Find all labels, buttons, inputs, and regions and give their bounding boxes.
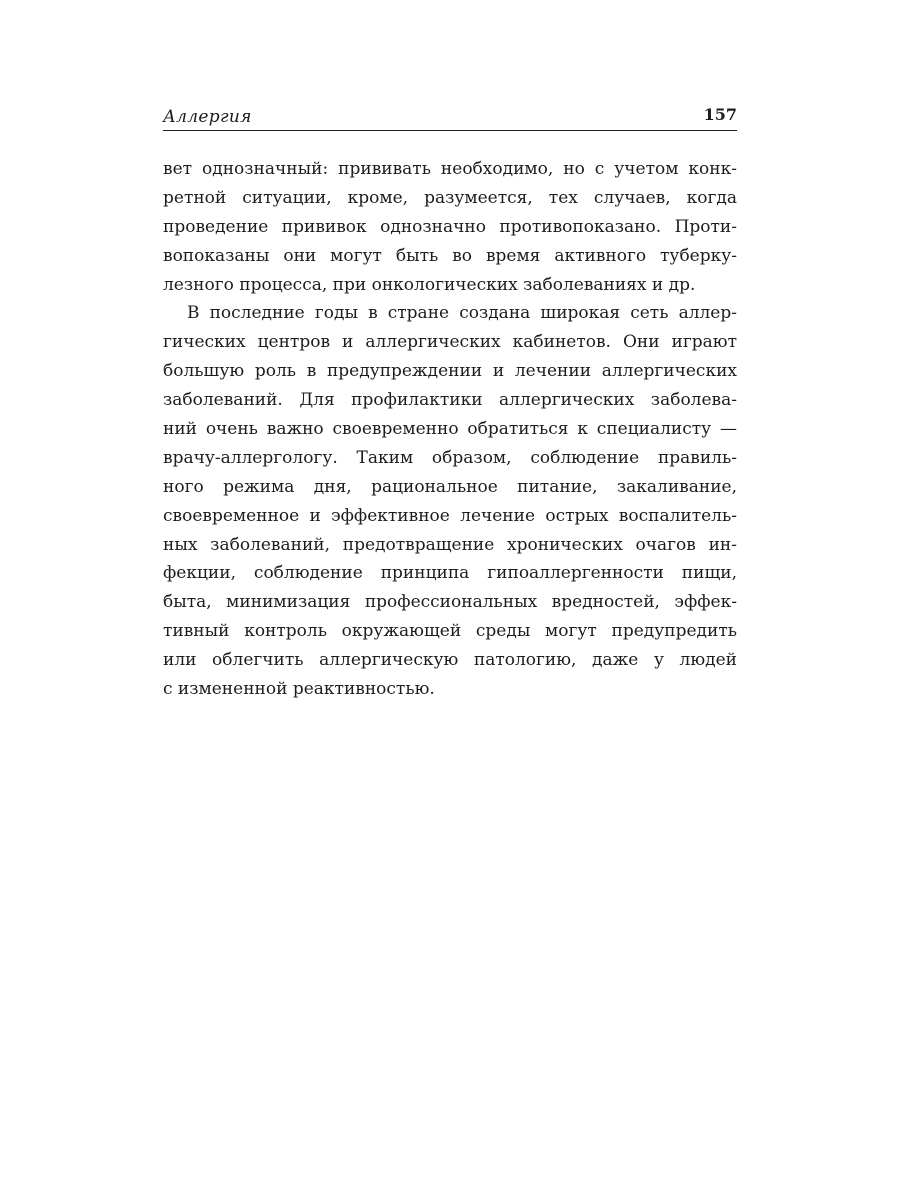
- text-line: вопоказаны они могут быть во время активного туберку-: [163, 245, 737, 266]
- page-number: 157: [703, 105, 737, 124]
- text-line: В последние годы в стране создана широкая сеть аллер-: [187, 303, 737, 324]
- text-line: ного режима дня, рациональное питание, закаливание,: [163, 476, 737, 497]
- text-line: фекции, соблюдение принципа гипоаллергенности пищи,: [163, 563, 737, 584]
- text-line: проведение прививок однозначно противопоказано. Проти-: [163, 216, 737, 237]
- text-line: ний очень важно своевременно обратиться к специалисту —: [163, 419, 737, 440]
- running-header: [163, 104, 737, 131]
- paragraph: [163, 299, 737, 703]
- text-line: с измененной реактивностью.: [163, 679, 435, 700]
- text-line: быта, минимизация профессиональных вредностей, эффек-: [163, 592, 737, 613]
- text-line: вет однозначный: прививать необходимо, но с учетом конк-: [163, 159, 737, 179]
- text-line: лезного процесса, при онкологических заболеваниях и др.: [163, 274, 696, 295]
- section-title: Аллергия: [163, 107, 252, 127]
- text-line: тивный контроль окружающей среды могут предупредить: [163, 621, 737, 642]
- text-line: ных заболеваний, предотвращение хронических очагов ин-: [163, 534, 737, 555]
- text-line: гических центров и аллергических кабинетов. Они играют: [163, 332, 737, 353]
- text-line: своевременное и эффективное лечение острых воспалитель-: [163, 505, 737, 526]
- text-line: заболеваний. Для профилактики аллергических заболева-: [163, 390, 737, 411]
- text-line: или облегчить аллергическую патологию, даже у людей: [163, 650, 737, 671]
- text-line: ретной ситуации, кроме, разумеется, тех случаев, когда: [163, 187, 737, 208]
- text-line: большую роль в предупреждении и лечении аллергических: [163, 361, 737, 382]
- paragraph: [163, 155, 737, 299]
- body-text: [163, 155, 737, 704]
- text-line: врачу-аллергологу. Таким образом, соблюдение правиль-: [163, 447, 737, 468]
